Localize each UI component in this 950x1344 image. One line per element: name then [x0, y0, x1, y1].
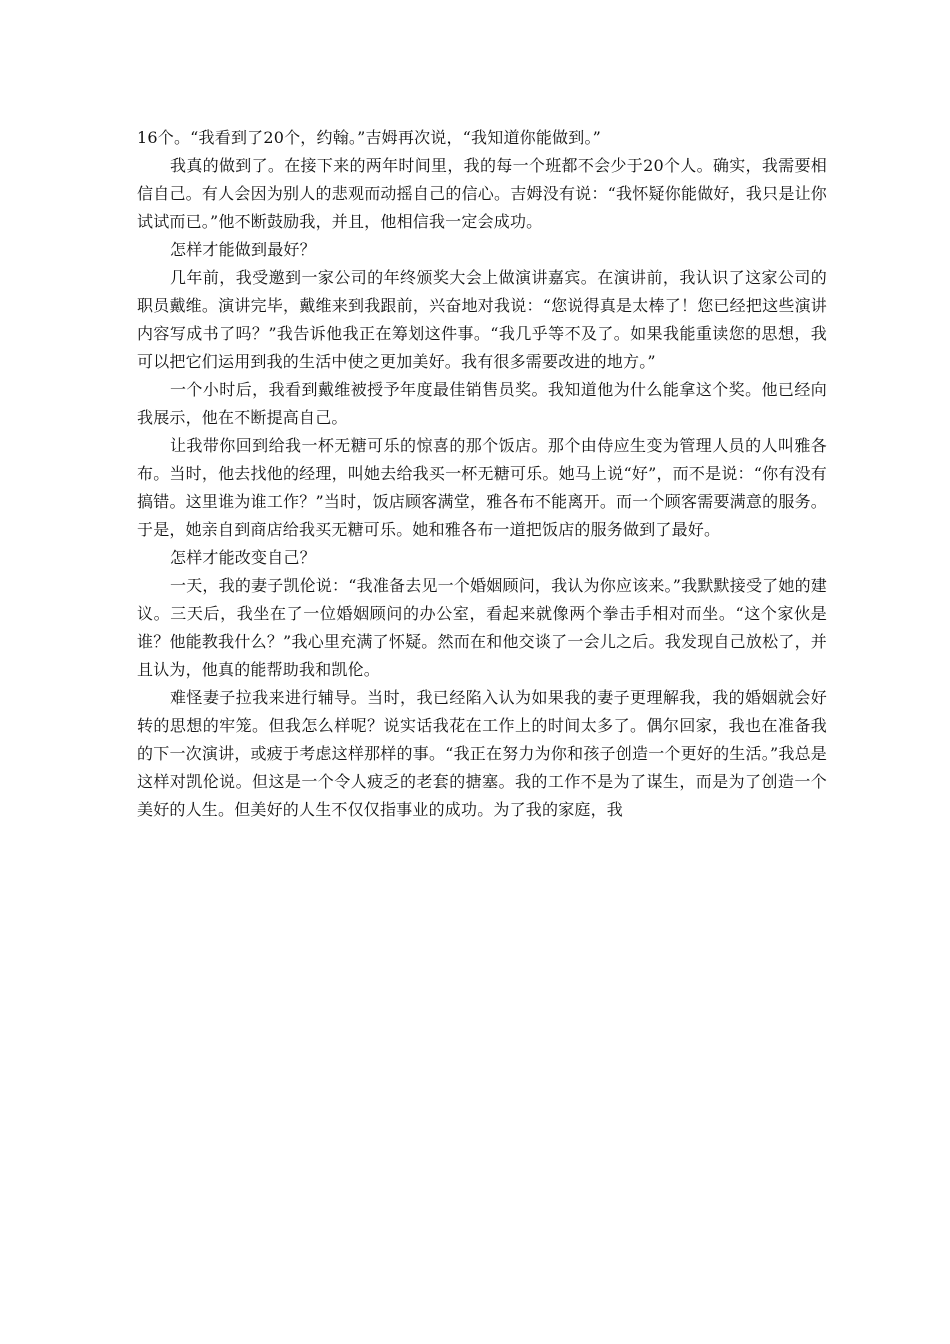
paragraph: 一天，我的妻子凯伦说：“我准备去见一个婚姻顾问，我认为你应该来。”我默默接受了她的建议。三天后，我坐在了一位婚姻顾问的办公室，看起来就像两个拳击手相对而坐。“这个家伙是谁？他能教我什么？”我心里充满了怀疑。然而在和他交谈了一会儿之后。我发现自己放松了，并且认为，他真的能帮助我和凯伦。	[137, 576, 827, 679]
paragraph: 难怪妻子拉我来进行辅导。当时，我已经陷入认为如果我的妻子更理解我，我的婚姻就会好转的思想的牢笼。但我怎么样呢？说实话我花在工作上的时间太多了。偶尔回家，我也在准备我的下一次演讲，或疲于考虑这样那样的事。“我正在努力为你和孩子创造一个更好的生活。”我总是这样对凯伦说。但这是一个令人疲乏的老套的搪塞。我的工作不是为了谋生，而是为了创造一个美好的人生。但美好的人生不仅仅指事业的成功。为了我的家庭，我	[137, 688, 827, 819]
paragraph: 我真的做到了。在接下来的两年时间里，我的每一个班都不会少于20个人。确实，我需要相信自己。有人会因为别人的悲观而动摇自己的信心。吉姆没有说：“我怀疑你能做好，我只是让你试试而已。”他不断鼓励我，并且，他相信我一定会成功。	[137, 156, 827, 231]
paragraph: 几年前，我受邀到一家公司的年终颁奖大会上做演讲嘉宾。在演讲前，我认识了这家公司的职员戴维。演讲完毕，戴维来到我跟前，兴奋地对我说：“您说得真是太棒了！您已经把这些演讲内容写成书了吗？”我告诉他我正在筹划这件事。“我几乎等不及了。如果我能重读您的思想，我可以把它们运用到我的生活中使之更加美好。我有很多需要改进的地方。”	[137, 268, 827, 371]
paragraph-continuation: 16个。“我看到了20个，约翰。”吉姆再次说，“我知道你能做到。”	[137, 128, 602, 147]
document-body	[137, 124, 827, 824]
paragraph: 让我带你回到给我一杯无糖可乐的惊喜的那个饭店。那个由侍应生变为管理人员的人叫雅各布。当时，他去找他的经理，叫她去给我买一杯无糖可乐。她马上说“好”，而不是说：“你有没有搞错。这里谁为谁工作？”当时，饭店顾客满堂，雅各布不能离开。而一个顾客需要满意的服务。于是，她亲自到商店给我买无糖可乐。她和雅各布一道把饭店的服务做到了最好。	[137, 436, 827, 539]
section-heading: 怎样才能做到最好？	[170, 240, 316, 259]
section-heading: 怎样才能改变自己？	[170, 548, 316, 567]
paragraph: 一个小时后，我看到戴维被授予年度最佳销售员奖。我知道他为什么能拿这个奖。他已经向我展示，他在不断提高自己。	[137, 380, 827, 427]
